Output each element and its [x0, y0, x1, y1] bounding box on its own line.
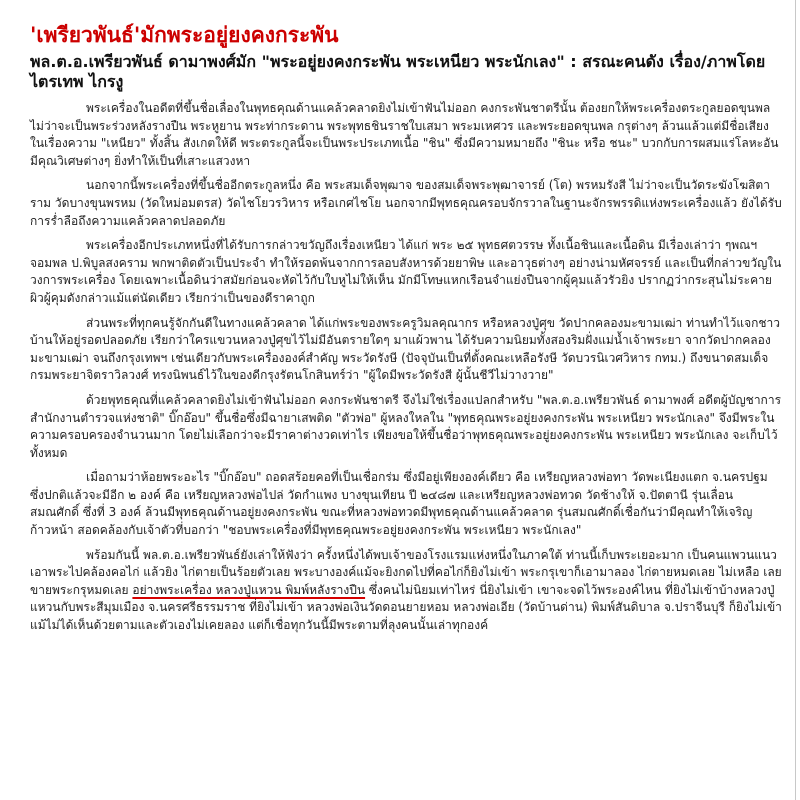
article-headline: 'เพรียวพันธ์'มักพระอยู่ยงคงกระพัน	[30, 23, 339, 47]
paragraph-6: เมื่อถามว่าห้อยพระอะไร "บิ๊กอ๊อบ" ถอดสร้อยคอที่เป็นเชื่อกร่ม ซึ่งมีอยู่เพียงองค์เดียว คือ เหรียญหลวงพ่อทา วัดพะเนียงแตก จ.นครปฐม ซึ่งปกติแล้วจะมีอีก ๒ องค์ คือ เหรียญหลวงพ่อไปล่ วัดกำแพง บางขุนเทียน ปี ๒๔๘๗ และเหรียญหลวงพ่อทวด วัดช้างให้ จ.ปัตตานี รุ่นเลื่อนสมณศักดิ์ ซึ่งที่ 3 องค์ ล้วนมีพุทธคุณด้านอยู่ยงคงกระพัน ขณะที่หลวงพ่อทวดมีพุทธคุณด้านแคล้วคลาด รุ่นสมณศักดิ์เชื่อกันว่ามีคุณทำให้เจริญก้าวหน้า สอดคล้องกับเจ้าตัวที่บอกว่า "ชอบพระเครื่องที่มีพุทธคุณพระอยู่ยงคงกระพัน พระเหนียว พระนักเลง"	[30, 470, 768, 538]
paragraph-5: ด้วยพุทธคุณที่แคล้วคลาดยิงไม่เข้าฟันไม่ออก คงกระพันชาตรี จึงไม่ใช่เรื่องแปลกสำหรับ "พล.ต.อ.เพรียวพันธ์ ดามาพงศ์ อดีตผู้บัญชาการสำนักงานตำรวจแห่งชาติ" บิ๊กอ๊อบ" ขึ้นชื่อซึ่งมีฉายาเสพติด "ตัวพ่อ" ผู้หลงใหลใน "พุทธคุณพระอยู่ยงคงกระพัน พระเหนียว พระนักเลง" จึงมีพระในความครอบครองจำนวนมาก โดยไม่เลือกว่าจะมีราคาต่างวดเท่าไร เพียงขอให้ขึ้นชื่อว่าพุทธคุณพระอยู่ยงคงกระพัน พระเหนียว พระนักเลง จะเก็บไว้ทั้งหมด	[30, 392, 782, 460]
paragraph-7	[30, 547, 782, 635]
paragraph-4: ส่วนพระที่ทุกคนรู้จักกันดีในทางแคล้วคลาด ได้แก่พระของพระครูวิมลคุณากร หรือหลวงปู่ศุข วัดปากคลองมะขามเฒ่า ท่านทำไว้แจกชาวบ้านให้อยู่รอดปลอดภัย เรียกว่าใครแขวนหลวงปู่ศุขไว้ไม่มีอันตรายใดๆ มาแผ้วพาน ได้รับความนิยมทั้งสองริมฝั่งแม่น้ำเจ้าพระยา จากวัดปากคลองมะขามเฒ่า จนถึงกรุงเทพฯ เช่นเดียวกับพระเครื่ององค์สำคัญ พระวัดรังษี (ปัจจุบันเป็นที่ตั้งคณะเหลือรังษี วัดบวรนิเวศวิหาร กทม.) ถึงขนาดสมเด็จกรมพระยาจิตราวิลวงศ์ ทรงนิพนธ์ไว้ในของดีกรุงรัตนโกสินทร์ว่า "ผู้ใดมีพระวัดรังสี ผู้นั้นชีวีไม่วางวาย"	[30, 315, 781, 383]
paragraph-3: พระเครื่องอีกประเภทหนึ่งที่ได้รับการกล่าวขวัญถึงเรื่องเหนียว ได้แก่ พระ ๒๕ พุทธศตวรรษ ทั้งเนื้อชินและเนื้อดิน มีเรื่องเล่าว่า ๆพณฯ จอมพล ป.พิบูลสงคราม พกพาติดตัวเป็นประจำ ทำให้รอดพ้นจากการลอบสังหารด้วยยาพิษ และอาวุธต่างๆ อย่างน่ามหัศจรรย์ และเป็นที่กล่าวขวัญในวงการพระเครื่อง โดยเฉพาะเนื้อดินว่าสมัยก่อนจะหัดไว้กับใบหูไม่ให้เห็น มักมีโทษแหกเรือนจำแย่งปืนจากผู้คุมแล้วรัวยิง ปรากฏว่ากระสุนไม่ระคายผิวผู้คุมดังกล่าวแม้แต่นัดเดียว เรียกว่าเป็นของดีราคาถูก	[30, 238, 782, 305]
page-edge-rule	[795, 0, 796, 800]
paragraph-1: พระเครื่องในอดีตที่ขึ้นชื่อเลื่องในพุทธคุณด้านแคล้วคลาดยิงไม่เข้าฟันไม่ออก คงกระพันชาตรีนั้น ต้องยกให้พระเครื่องตระกูลยอดขุนพล ไม่ว่าจะเป็นพระร่วงหลังรางปืน พระหูยาน พระท่ากระดาน พระพุทธชินราชใบเสมา พระมเหศวร และพระยอดขุนพล กรุต่างๆ ล้วนแล้วแต่มีชื่อเสียงในเรื่องความ "เหนียว" ทั้งสิ้น สังเกตให้ดี พระตระกูลนี้จะเป็นพระประเภทเนื้อ "ชิน" ซึ่งมีความหมายถึง "ชินะ หรือ ชนะ" บวกกับการผสมแร่โลหะอันมีคุณวิเศษต่างๆ ยิ่งทำให้เป็นที่เสาะแสวงหา	[30, 101, 779, 168]
underlined-highlight: อย่างพระเครื่อง หลวงปู่แหวน พิมพ์หลังรางปืน	[132, 582, 366, 597]
paragraph-7-text-after: ซึ่งคนไม่นิยมเท่าไหร่ นี่ยิงไม่เข้า เขาจะจดไว้พระองค์ไหน ที่ยิงไม่เข้าบ้างหลวงปู่แหวนกับพระสีมุมเมือง จ.นครศรีธรรมราช ที่ยิงไม่เข้า หลวงพ่อเงินวัดดอนยายหอม หลวงพ่อเอีย (วัดบ้านด่าน) พิมพ์สันดิบาล จ.ปราจีนบุรี ก็ยิงไม่เข้า แม้ไม่ได้เห็นด้วยตามและตัวเองไม่เคยลอง แต่ก็เชื่อทุกวันนี้มีพระตามที่ลุงคนนั้นเล่าทุกองค์	[30, 582, 782, 633]
article-subhead: พล.ต.อ.เพรียวพันธ์ ดามาพงศ์มัก "พระอยู่ยงคงกระพัน พระเหนียว พระนักเลง" : สรณะคนดัง เรื่อง/ภาพโดยไตรเทพ ไกรงู	[30, 52, 766, 91]
paragraph-7-text-before: พร้อมกันนี้ พล.ต.อ.เพรียวพันธ์ยังเล่าให้ฟังว่า ครั้งหนึ่งได้พบเจ้าของโรงแรมแห่งหนึ่งในภาคใต้ ท่านนี้เก็บพระเยอะมาก เป็นคนแพวนแนว เอาพระไปคล้องคอไก่ แล้วยิง ไก่ตายเป็นร้อยตัวเลย พระบางองค์แม้จะยิงกดไปที่คอไก่ก็ยิงไม่เข้า พระกรุเขาก็เอามาลอง ไก่ตายหมดเลย ไม่เหลือ เลยขายพระกรุหมดเลย	[30, 547, 782, 597]
paragraph-2: นอกจากนี้พระเครื่องที่ขึ้นชื่ออีกตระกูลหนึ่ง คือ พระสมเด็จพุฒาจ ของสมเด็จพระพุฒาจารย์ (โต) พรหมรังสี ไม่ว่าจะเป็นวัดระฆังโฆสิตาราม วัดบางขุนพรหม (วัดใหม่อมตรส) วัดไชโยวรวิหาร หรือเกศไชโย นอกจากมีพุทธคุณครอบจักรวาลในฐานะจักรพรรดิแห่งพระเครื่องแล้ว ยังได้รับการร่ำลือถึงความแคล้วคลาดปลอดภัย	[30, 178, 782, 228]
